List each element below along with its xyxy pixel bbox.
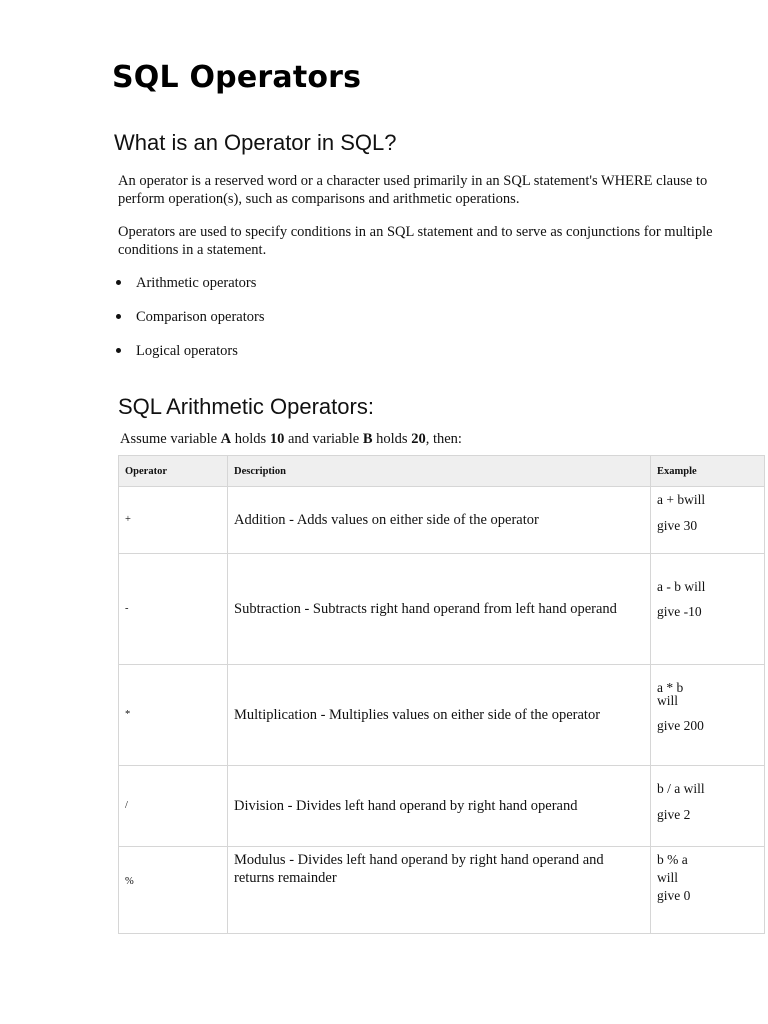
example-cell: a * b will give 200 — [651, 665, 765, 766]
var-b: B — [362, 431, 373, 447]
example-cell: a + bwill give 30 — [651, 487, 765, 554]
page-title: SQL Operators — [112, 60, 362, 95]
example-cell: a - b will give -10 — [651, 554, 765, 665]
section-heading-operator: What is an Operator in SQL? — [114, 130, 397, 155]
var-a: A — [220, 431, 232, 447]
list-item: Arithmetic operators — [114, 274, 264, 308]
list-item: Logical operators — [114, 342, 264, 376]
usage-paragraph: Operators are used to specify conditions in an SQL statement and to serve as conjunctions for multiple conditions in a statement. — [118, 224, 713, 258]
value-10: 10 — [269, 431, 285, 447]
header-description: Description — [228, 456, 651, 487]
header-example: Example — [651, 456, 765, 487]
assume-statement: Assume variable A holds 10 and variable B holds 20, then: — [120, 431, 462, 447]
description-cell: Modulus - Divides left hand operand by right hand operand and returns remainder — [228, 847, 651, 934]
example-cell: b / a will give 2 — [651, 766, 765, 847]
table-row — [119, 554, 765, 665]
header-operator: Operator — [119, 456, 228, 487]
section-heading-arithmetic: SQL Arithmetic Operators: — [118, 394, 374, 419]
table-row — [119, 665, 765, 766]
intro-paragraph: An operator is a reserved word or a character used primarily in an SQL statement's WHERE clause to perform operation(s), such as comparisons and arithmetic operations. — [118, 173, 708, 207]
value-20: 20 — [411, 431, 426, 447]
operator-cell: % — [119, 847, 228, 934]
description-cell: Division - Divides left hand operand by right hand operand — [228, 766, 651, 847]
description-cell: Subtraction - Subtracts right hand operand from left hand operand — [228, 554, 651, 665]
description-cell: Multiplication - Multiplies values on either side of the operator — [228, 665, 651, 766]
example-cell: b % a will give 0 — [651, 847, 765, 934]
table-row — [119, 766, 765, 847]
table-row — [119, 487, 765, 554]
operator-types-list — [114, 274, 264, 376]
list-item: Comparison operators — [114, 308, 264, 342]
operator-cell: * — [119, 665, 228, 766]
table-row — [119, 847, 765, 934]
arithmetic-operators-table — [118, 455, 764, 903]
operator-cell: / — [119, 766, 228, 847]
table-header-row — [119, 456, 765, 487]
operator-cell: - — [119, 554, 228, 665]
description-cell: Addition - Adds values on either side of the operator — [228, 487, 651, 554]
operator-cell: + — [119, 487, 228, 554]
